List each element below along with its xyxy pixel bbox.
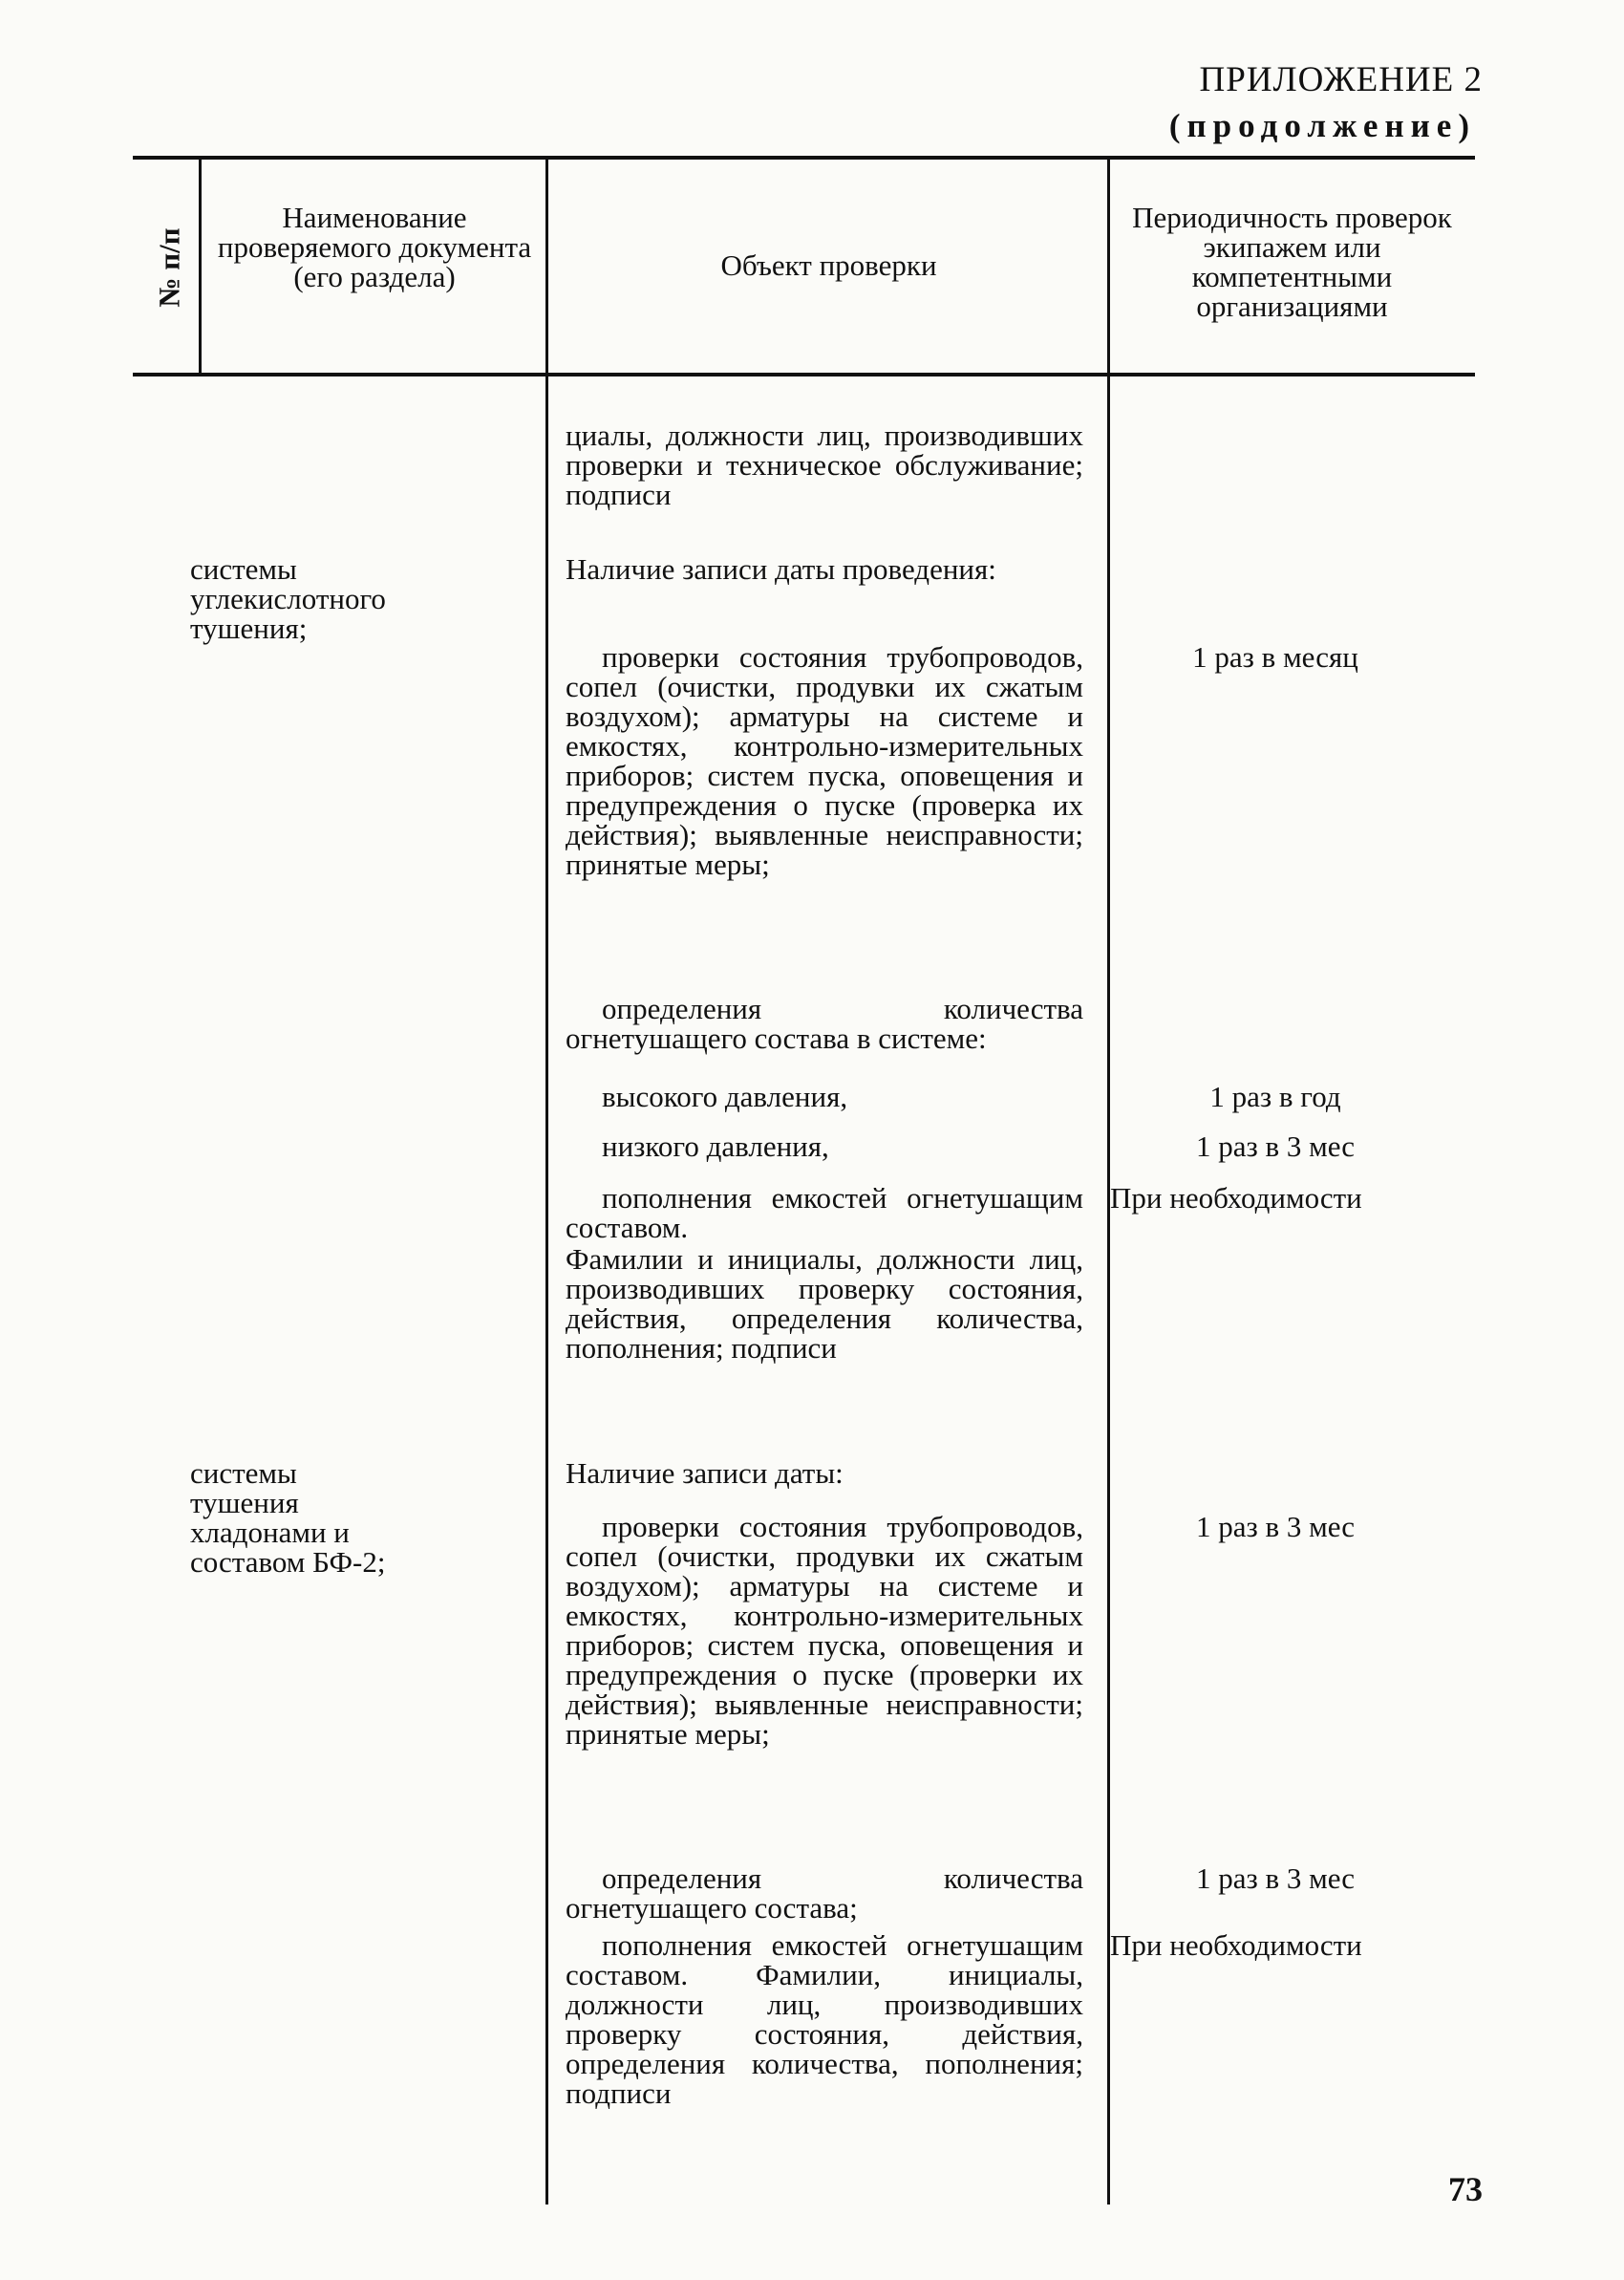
section1-document-name: системы углекислотного тушения;: [190, 552, 386, 645]
column-divider-number: [199, 160, 202, 373]
section1-high-pressure: высокого давления,: [602, 1080, 848, 1113]
section2-intro: Наличие записи даты:: [566, 1456, 844, 1490]
section2-refill-text: пополнения емкостей огнетушащим составом. Фамилии, инициалы, должности лиц, производивших проверку состояния, действия, определения количества, пополнения; подписи: [566, 1928, 1083, 2110]
column-header-object: Объект проверки: [720, 248, 937, 282]
section1-refill-text: пополнения емкостей огнетушащим составом.: [566, 1181, 1083, 1244]
column-divider-document: [545, 160, 548, 2205]
page-number: 73: [1448, 2170, 1483, 2208]
section2-refill-frequency: При необходимости: [1110, 1928, 1362, 1962]
section1-intro: Наличие записи даты проведения:: [566, 552, 996, 586]
section1-refill-frequency: При необходимости: [1110, 1181, 1362, 1215]
section2-checks-text: проверки состояния трубопроводов, сопел (очистки, продувки их сжатым воздухом); арматуры на системе и емкостях, контрольно-измерительных приборов; систем пуска, оповещения и предупреждения о пуске (проверки их действия); выявленные неисправности; принятые меры;: [566, 1510, 1083, 1751]
section2-quantity-text: определения количества огнетушащего состава;: [566, 1861, 1083, 1925]
section1-low-pressure-frequency: 1 раз в 3 мес: [1195, 1129, 1356, 1163]
appendix-subtitle: (продолжение): [1168, 107, 1476, 144]
section1-high-pressure-frequency: 1 раз в год: [1209, 1080, 1341, 1113]
header-bottom-rule: [133, 373, 1475, 376]
section2-checks-frequency: 1 раз в 3 мес: [1195, 1510, 1356, 1543]
column-header-number: № п/п: [153, 227, 186, 308]
table-top-rule: [133, 156, 1475, 160]
section1-quantity-text: определения количества огнетушащего состава в системе:: [566, 992, 1083, 1055]
continuation-text: циалы, должности лиц, производивших проверки и техническое обслуживание; подписи: [566, 419, 1083, 511]
section2-document-name: системы тушения хладонами и составом БФ-2;: [190, 1456, 386, 1579]
section1-signatures-text: Фамилии и инициалы, должности лиц, производивших проверку состояния, действия, определения количества, пополнения; подписи: [566, 1242, 1083, 1365]
appendix-title: ПРИЛОЖЕНИЕ 2: [1199, 60, 1483, 99]
section2-quantity-frequency: 1 раз в 3 мес: [1195, 1861, 1356, 1895]
column-header-document: Наименование проверяемого документа (его раздела): [217, 201, 532, 293]
section1-checks-text: проверки состояния трубопроводов, сопел (очистки, продувки их сжатым воздухом); арматуры на системе и емкостях, контрольно-измерительных приборов; систем пуска, оповещения и предупреждения о пуске (проверка их действия); выявленные неисправности; принятые меры;: [566, 640, 1083, 881]
section1-checks-frequency: 1 раз в месяц: [1192, 640, 1358, 674]
column-header-frequency: Периодичность проверок экипажем или компетентными организациями: [1132, 201, 1452, 323]
section1-low-pressure: низкого давления,: [602, 1129, 829, 1163]
